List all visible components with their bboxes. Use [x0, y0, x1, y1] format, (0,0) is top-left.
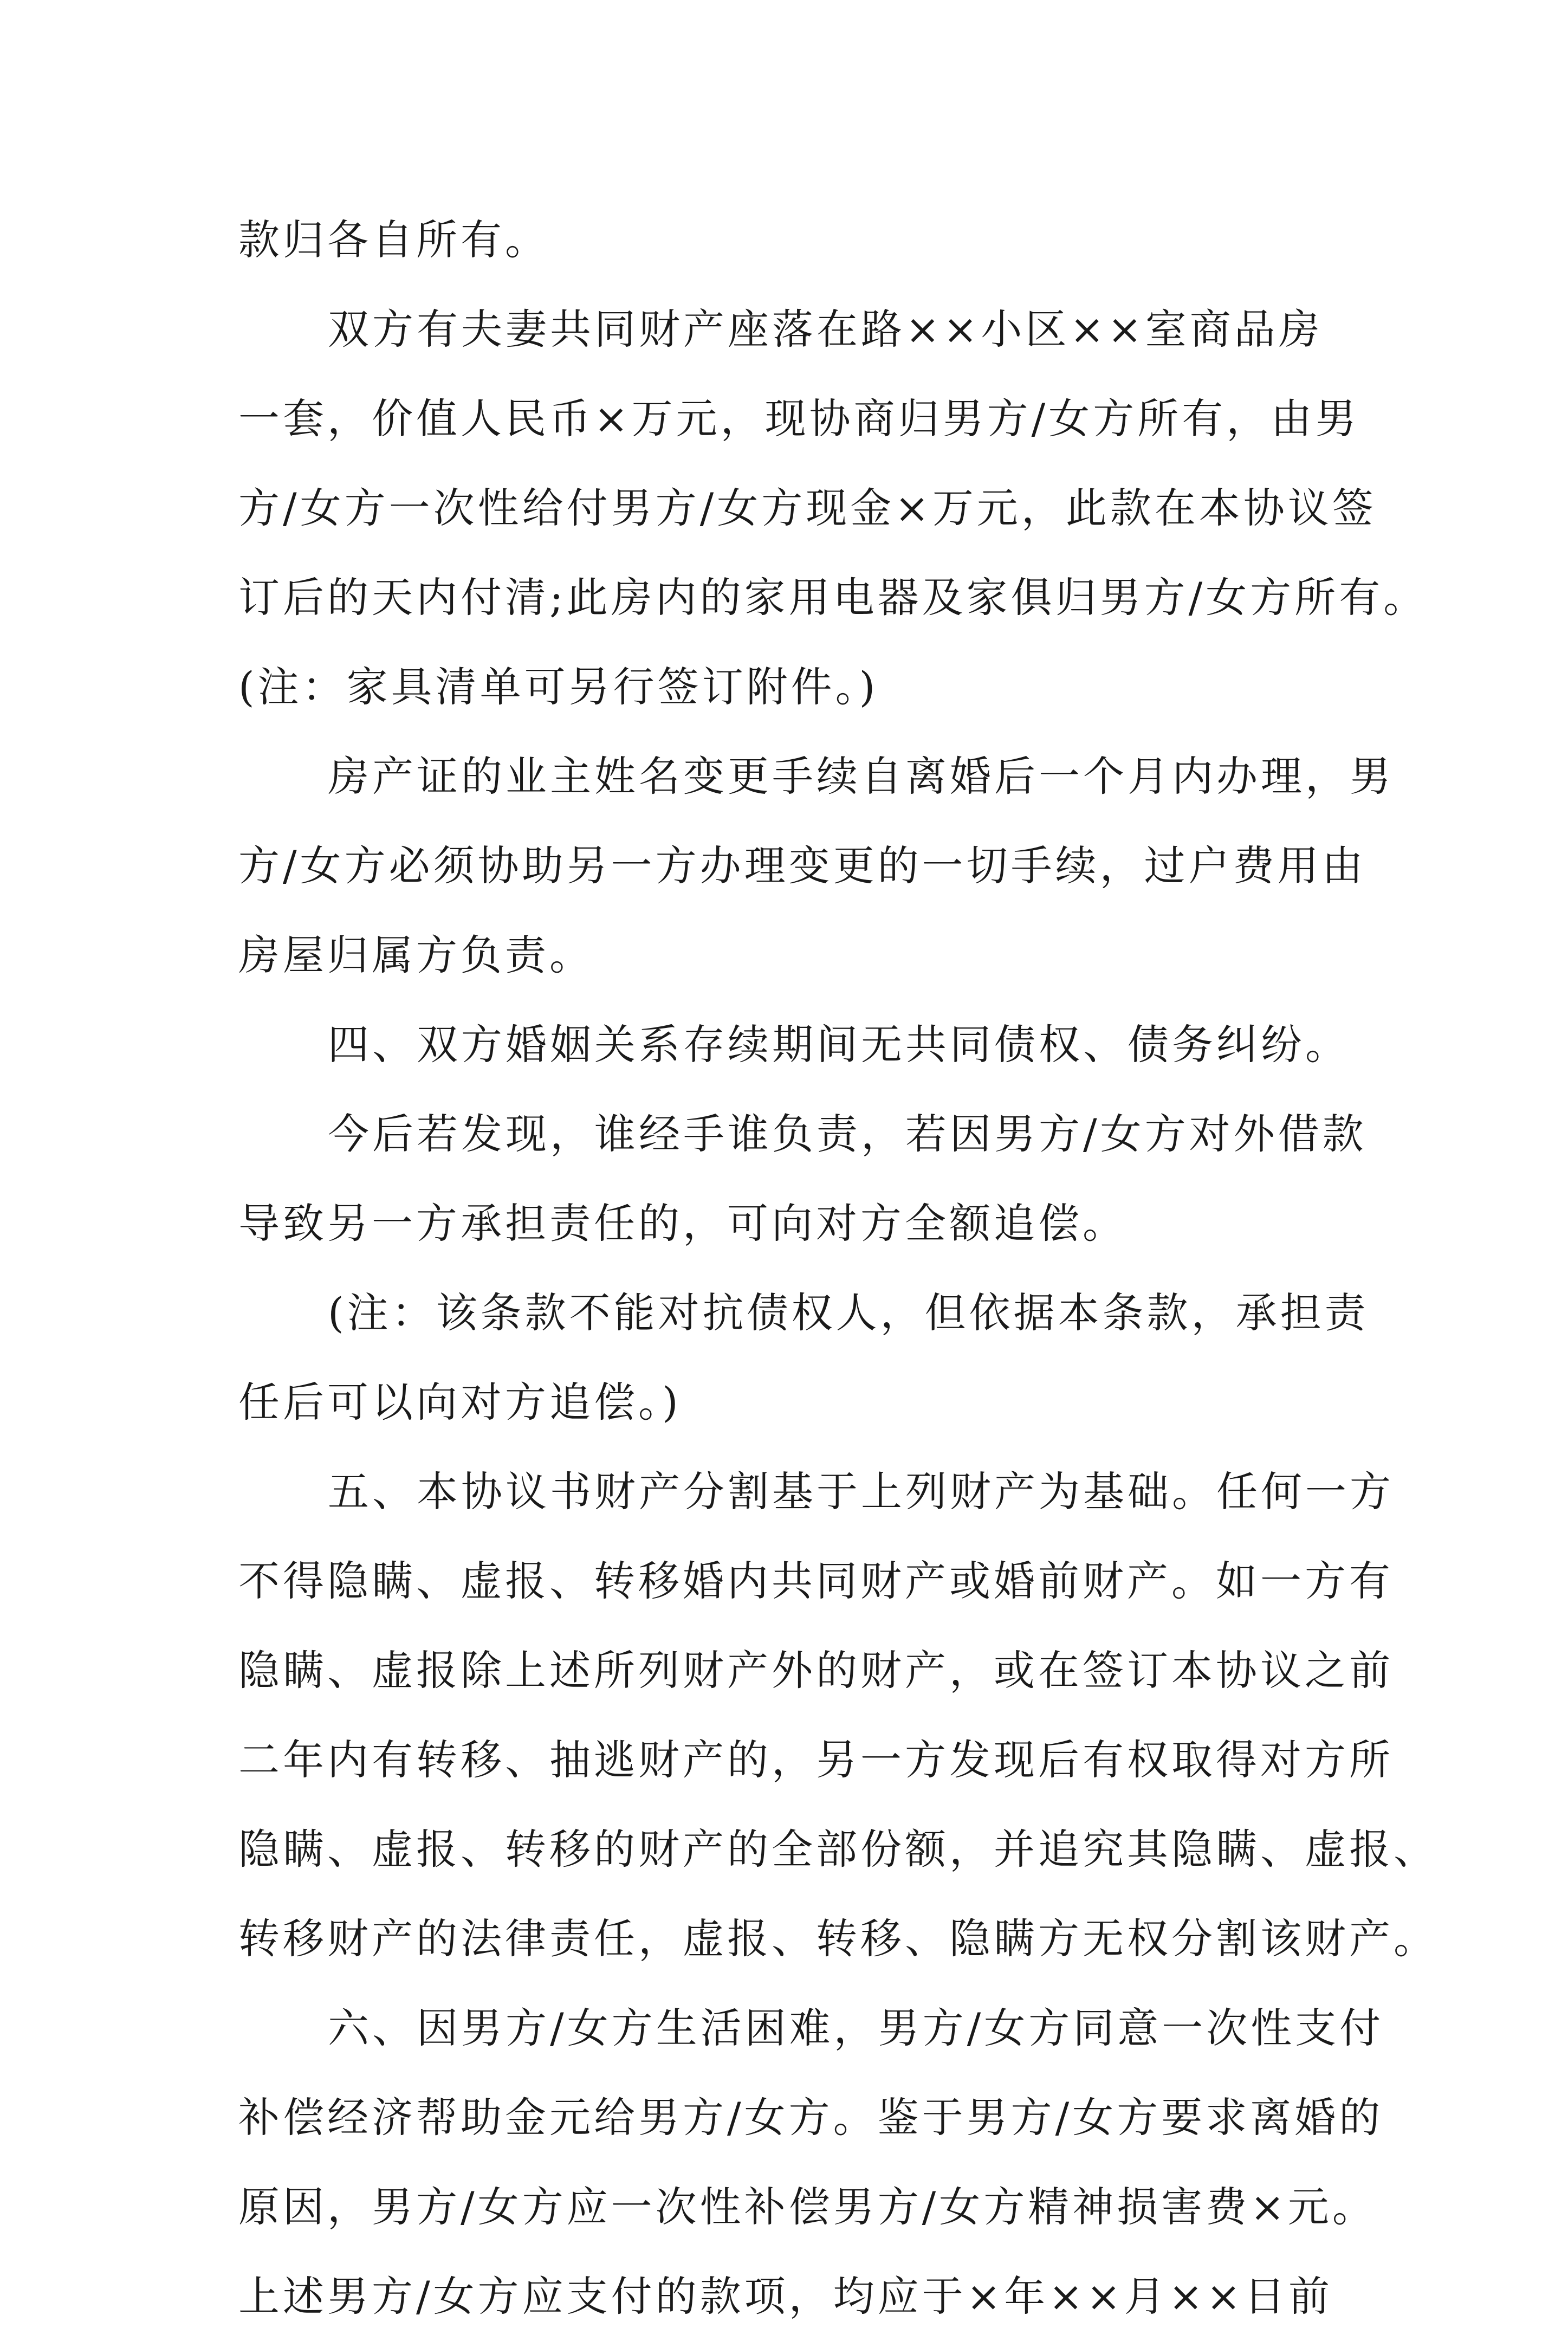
text-line: 隐瞒、虚报除上述所列财产外的财产，或在签订本协议之前	[238, 1646, 1394, 1695]
text-line: 导致另一方承担责任的，可向对方全额追偿。	[238, 1199, 1127, 1247]
text-line: 订后的天内付清;此房内的家用电器及家俱归男方/女方所有。	[238, 573, 1428, 622]
text-line: 四、双方婚姻关系存续期间无共同债权、债务纠纷。	[328, 1020, 1350, 1069]
text-line: 二年内有转移、抽逃财产的，另一方发现后有权取得对方所	[238, 1736, 1394, 1784]
text-line: (注：该条款不能对抗债权人，但依据本条款，承担责	[328, 1289, 1369, 1337]
text-line: 款归各自所有。	[238, 216, 549, 264]
text-line: 不得隐瞒、虚报、转移婚内共同财产或婚前财产。如一方有	[238, 1557, 1394, 1605]
text-line: 上述男方/女方应支付的款项，均应于×年××月××日前	[238, 2272, 1333, 2320]
text-line: 一套，价值人民币×万元，现协商归男方/女方所有，由男	[238, 395, 1360, 443]
text-line: 任后可以向对方追偿。)	[238, 1378, 682, 1426]
text-line: 房屋归属方负责。	[238, 931, 594, 979]
text-line: 补偿经济帮助金元给男方/女方。鉴于男方/女方要求离婚的	[238, 2093, 1384, 2142]
text-line: 转移财产的法律责任，虚报、转移、隐瞒方无权分割该财产。	[238, 1915, 1438, 1963]
text-line: 今后若发现，谁经手谁负责，若因男方/女方对外借款	[328, 1110, 1367, 1158]
text-line: 五、本协议书财产分割基于上列财产为基础。任何一方	[328, 1467, 1394, 1516]
text-line: (注：家具清单可另行签订附件。)	[238, 663, 879, 711]
text-line: 隐瞒、虚报、转移的财产的全部份额，并追究其隐瞒、虚报、	[238, 1825, 1438, 1873]
text-line: 原因，男方/女方应一次性补偿男方/女方精神损害费×元。	[238, 2183, 1377, 2231]
text-line: 六、因男方/女方生活困难，男方/女方同意一次性支付	[328, 2004, 1384, 2052]
document-body	[238, 195, 1438, 2341]
text-line: 方/女方必须协助另一方办理变更的一切手续，过户费用由	[238, 842, 1366, 890]
text-line: 方/女方一次性给付男方/女方现金×万元，此款在本协议签	[238, 484, 1377, 532]
text-line: 房产证的业主姓名变更手续自离婚后一个月内办理，男	[328, 752, 1394, 800]
text-line: 双方有夫妻共同财产座落在路××小区××室商品房	[328, 305, 1323, 353]
